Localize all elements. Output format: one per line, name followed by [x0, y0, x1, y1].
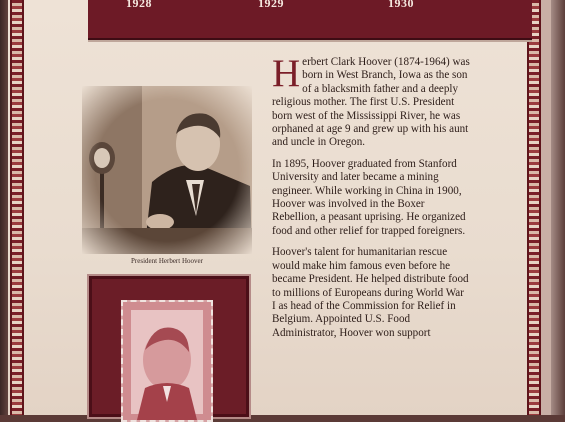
year-banner: [88, 0, 532, 40]
photo-caption: President Herbert Hoover: [131, 257, 203, 265]
hoover-photo-illustration: [82, 86, 252, 254]
drop-cap: H: [272, 52, 301, 95]
bio-paragraph-1: [272, 52, 470, 150]
stamp-panel: [87, 274, 251, 419]
decorative-border-left: [10, 0, 24, 415]
hoover-photo: [82, 86, 252, 254]
hoover-stamp: [121, 300, 213, 422]
year-label: 1928: [126, 0, 152, 10]
bio-paragraph-1-text: erbert Clark Hoover (1874-1964) was born in West Branch, Iowa as the son of a blacksmith father and a deeply religious mother. The first U.S. President born west of the Mississippi River, he was orphaned at age 9 and grew up with his aunt and uncle in Oregon.: [272, 56, 470, 149]
bio-paragraph-3: Hoover's talent for humanitarian rescue would make him famous even before he became President. He helped distribute food to millions of Europeans during World War I as head of the Commission for Relief in Belgium. Appointed U.S. Food Administrator, Hoover won support: [272, 246, 469, 339]
year-label: 1930: [388, 0, 414, 10]
bio-paragraph-2: In 1895, Hoover graduated from Stanford University and later became a mining engineer. While working in China in 1900, Hoover was involved in the Boxer Rebellion, a peasant uprising. He organized food and other relief for trapped foreigners.: [272, 157, 466, 237]
decorative-border-right: [527, 0, 541, 415]
year-label: 1929: [258, 0, 284, 10]
biography-text: [272, 52, 470, 348]
stamp-portrait-illustration: [123, 302, 211, 420]
frame-right: [551, 0, 565, 415]
